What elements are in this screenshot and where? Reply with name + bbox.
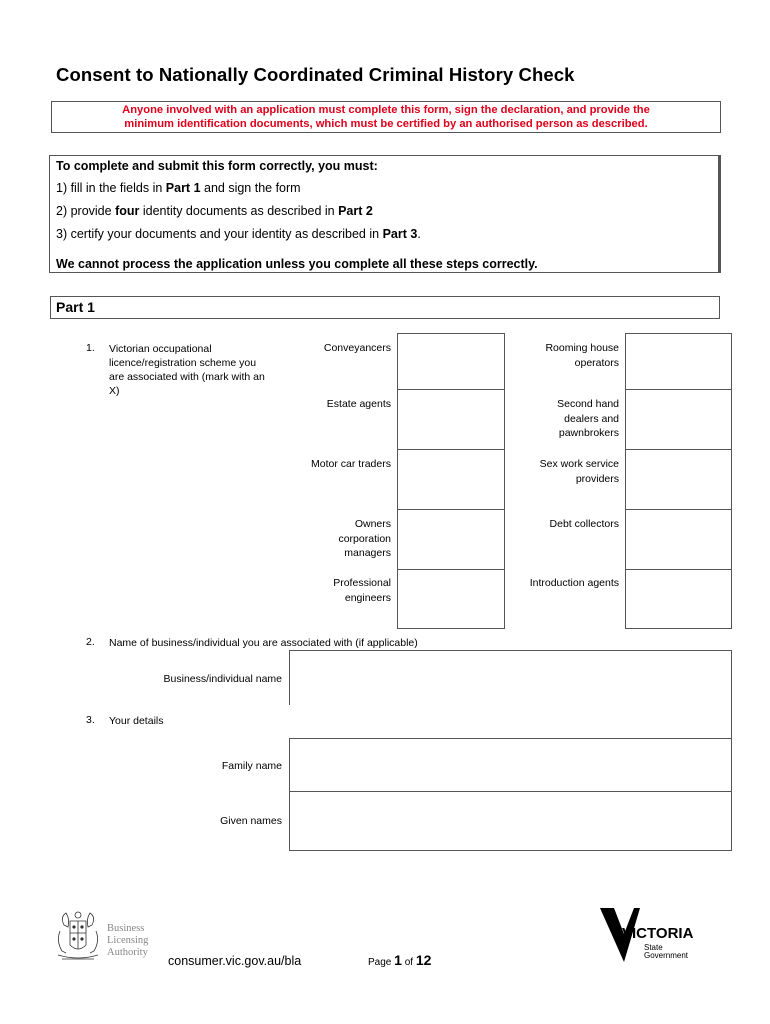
form-title: Consent to Nationally Coordinated Criminal History Check [56,64,575,85]
footer-url: consumer.vic.gov.au/bla [168,954,302,968]
part-1-heading: Part 1 [50,296,720,319]
category-label-second-hand-dealers: Second hand dealers and pawnbrokers [557,398,619,439]
question-1-text: Victorian occupational licence/registration scheme you are associated with (mark with an X) [109,343,265,397]
checkbox-second-hand-dealers[interactable] [625,389,732,450]
svg-text:State: State [644,943,663,952]
category-label-introduction-agents: Introduction agents [529,577,619,589]
victoria-state-government-logo [600,908,710,966]
category-label-rooming-house-operators: Rooming house operators [545,342,619,369]
checkbox-rooming-house-operators[interactable] [625,333,732,390]
instruction-step-2: 2) provide four identity documents as described in Part 2 [56,204,373,218]
question-1-number: 1. [86,342,95,354]
checkbox-owners-corporation-managers[interactable] [397,509,505,570]
checkbox-professional-engineers[interactable] [397,569,505,629]
instruction-step-3: 3) certify your documents and your identity as described in Part 3. [56,227,421,241]
instructions-box [49,155,721,273]
checkbox-introduction-agents[interactable] [625,569,732,629]
instructions-footer: We cannot process the application unless you complete all these steps correctly. [56,257,538,271]
category-label-sex-work-service-providers: Sex work service providers [539,458,619,485]
category-label-debt-collectors: Debt collectors [549,518,619,530]
category-label-conveyancers: Conveyancers [323,342,391,354]
checkbox-conveyancers[interactable] [397,333,505,390]
checkbox-estate-agents[interactable] [397,389,505,450]
instructions-heading: To complete and submit this form correctly, you must: [56,159,378,173]
question-3-number: 3. [86,714,95,726]
business-name-field[interactable] [289,650,732,706]
question-2-text: Name of business/individual you are associated with (if applicable) [109,637,418,649]
your-details-frame [289,705,732,739]
victoria-wordmark: VICTORIA [622,925,694,942]
checkbox-debt-collectors[interactable] [625,509,732,570]
page-indicator: Page 1 of 12 [368,952,432,968]
family-name-field[interactable] [289,738,732,792]
category-label-owners-corporation-managers: Owners corporation managers [338,518,391,559]
given-names-field[interactable] [289,791,732,851]
category-label-professional-engineers: Professional engineers [333,577,391,604]
warning-line-2: minimum identification documents, which must be certified by an authorised person as described. [124,118,648,130]
family-name-label: Family name [221,760,282,772]
checkbox-sex-work-service-providers[interactable] [625,449,732,510]
category-label-estate-agents: Estate agents [326,398,391,410]
instruction-step-1: 1) fill in the fields in Part 1 and sign the form [56,181,301,195]
given-names-label: Given names [220,815,282,827]
bla-logo-text: Business Licensing Authority [107,923,149,958]
business-name-label: Business/individual name [163,673,282,685]
question-2-number: 2. [86,636,95,648]
category-label-motor-car-traders: Motor car traders [311,458,391,470]
warning-line-1: Anyone involved with an application must complete this form, sign the declaration, and provide the [122,104,650,116]
question-3-text: Your details [109,715,164,727]
svg-text:Government: Government [644,951,689,960]
checkbox-motor-car-traders[interactable] [397,449,505,510]
warning-box [51,101,721,133]
